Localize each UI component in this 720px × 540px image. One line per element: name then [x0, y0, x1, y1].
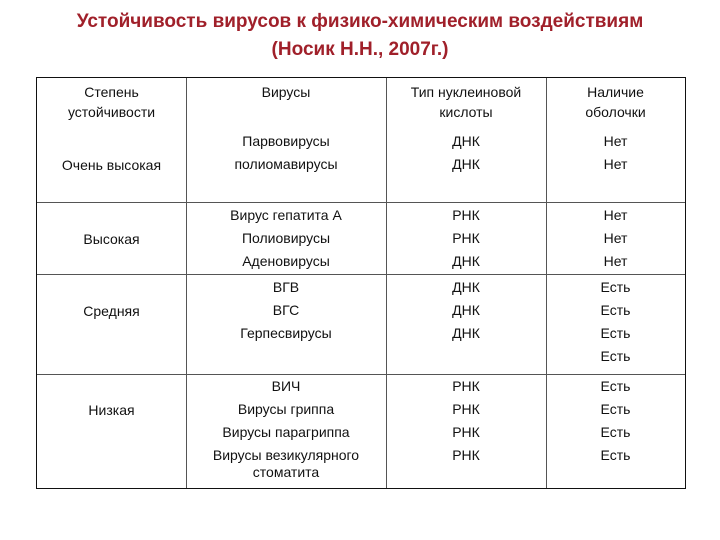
header-viruses [186, 78, 386, 128]
table-row [37, 274, 685, 375]
virus-name: Вирусы парагриппа [222, 424, 350, 440]
nucleic-acid: ДНК [452, 156, 480, 172]
nucleic-acid: РНК [452, 378, 480, 394]
envelope-value: Нет [603, 156, 628, 172]
virus-name: ВИЧ [271, 378, 301, 394]
virus-name: Вирус гепатита А [230, 207, 342, 223]
nucleic-acid: РНК [452, 401, 480, 417]
viruses-cell [186, 203, 386, 275]
nucleic-acid-cell [386, 203, 546, 275]
slide-title [0, 8, 720, 64]
nucleic-acid: РНК [452, 447, 480, 463]
nucleic-acid: ДНК [452, 279, 480, 295]
resistance-level: Высокая [83, 230, 140, 247]
nucleic-acid-cell [386, 275, 546, 375]
nucleic-acid: ДНК [452, 302, 480, 318]
resistance-level-cell [37, 128, 186, 202]
nucleic-acid: ДНК [452, 325, 480, 341]
title-line-1: Устойчивость вирусов к физико-химическим воздействиям [76, 11, 644, 32]
virus-name: Аденовирусы [242, 253, 330, 269]
viruses-cell [186, 275, 386, 375]
virus-name: Герпесвирусы [240, 325, 332, 341]
header-nucleic-acid [386, 78, 546, 128]
title-line-2: (Носик Н.Н., 2007г.) [271, 39, 449, 60]
virus-name: ВГВ [272, 279, 300, 295]
table-row [37, 128, 685, 202]
header-text: Наличие [587, 84, 644, 100]
envelope-value: Есть [600, 348, 631, 364]
envelope-value: Есть [600, 378, 631, 394]
virus-name: полиомавирусы [234, 156, 338, 172]
header-resistance-level [37, 78, 186, 128]
header-row [37, 78, 685, 128]
envelope-value: Есть [600, 325, 631, 341]
envelope-value: Есть [600, 279, 631, 295]
envelope-value: Нет [603, 207, 628, 223]
header-text: Вирусы [261, 84, 311, 100]
resistance-level-cell [37, 203, 186, 275]
envelope-cell [546, 375, 685, 489]
nucleic-acid-cell [386, 375, 546, 489]
virus-name: Полиовирусы [241, 230, 331, 246]
virus-name: Вирусы везикулярного стоматита [212, 447, 360, 480]
viruses-cell [186, 128, 386, 202]
virus-name: ВГС [272, 302, 300, 318]
table-row [37, 374, 685, 489]
virus-name: Вирусы гриппа [237, 401, 335, 417]
header-text: устойчивости [67, 104, 156, 120]
envelope-cell [546, 128, 685, 202]
envelope-value: Есть [600, 401, 631, 417]
resistance-level: Низкая [88, 402, 135, 418]
envelope-value: Нет [603, 253, 628, 269]
resistance-level: Очень высокая [61, 157, 162, 173]
header-envelope [546, 78, 685, 128]
header-text: Степень [84, 84, 139, 100]
header-text: Тип нуклеиновой [410, 84, 522, 100]
resistance-level: Средняя [83, 303, 140, 319]
envelope-value: Нет [603, 133, 628, 149]
virus-name: Парвовирусы [242, 133, 330, 149]
nucleic-acid: РНК [452, 207, 480, 223]
header-text: оболочки [585, 104, 646, 120]
resistance-level-cell [37, 275, 186, 375]
envelope-value: Нет [603, 230, 628, 246]
envelope-value: Есть [600, 424, 631, 440]
envelope-cell [546, 275, 685, 375]
nucleic-acid: РНК [452, 230, 480, 246]
envelope-value: Есть [600, 447, 631, 463]
viruses-cell [186, 375, 386, 489]
virus-resistance-table [36, 77, 686, 489]
table-row [37, 202, 685, 275]
nucleic-acid-cell [386, 128, 546, 202]
nucleic-acid: ДНК [452, 133, 480, 149]
envelope-cell [546, 203, 685, 275]
nucleic-acid: РНК [452, 424, 480, 440]
nucleic-acid: ДНК [452, 253, 480, 269]
header-text: кислоты [439, 104, 493, 120]
envelope-value: Есть [600, 302, 631, 318]
resistance-level-cell [37, 375, 186, 489]
